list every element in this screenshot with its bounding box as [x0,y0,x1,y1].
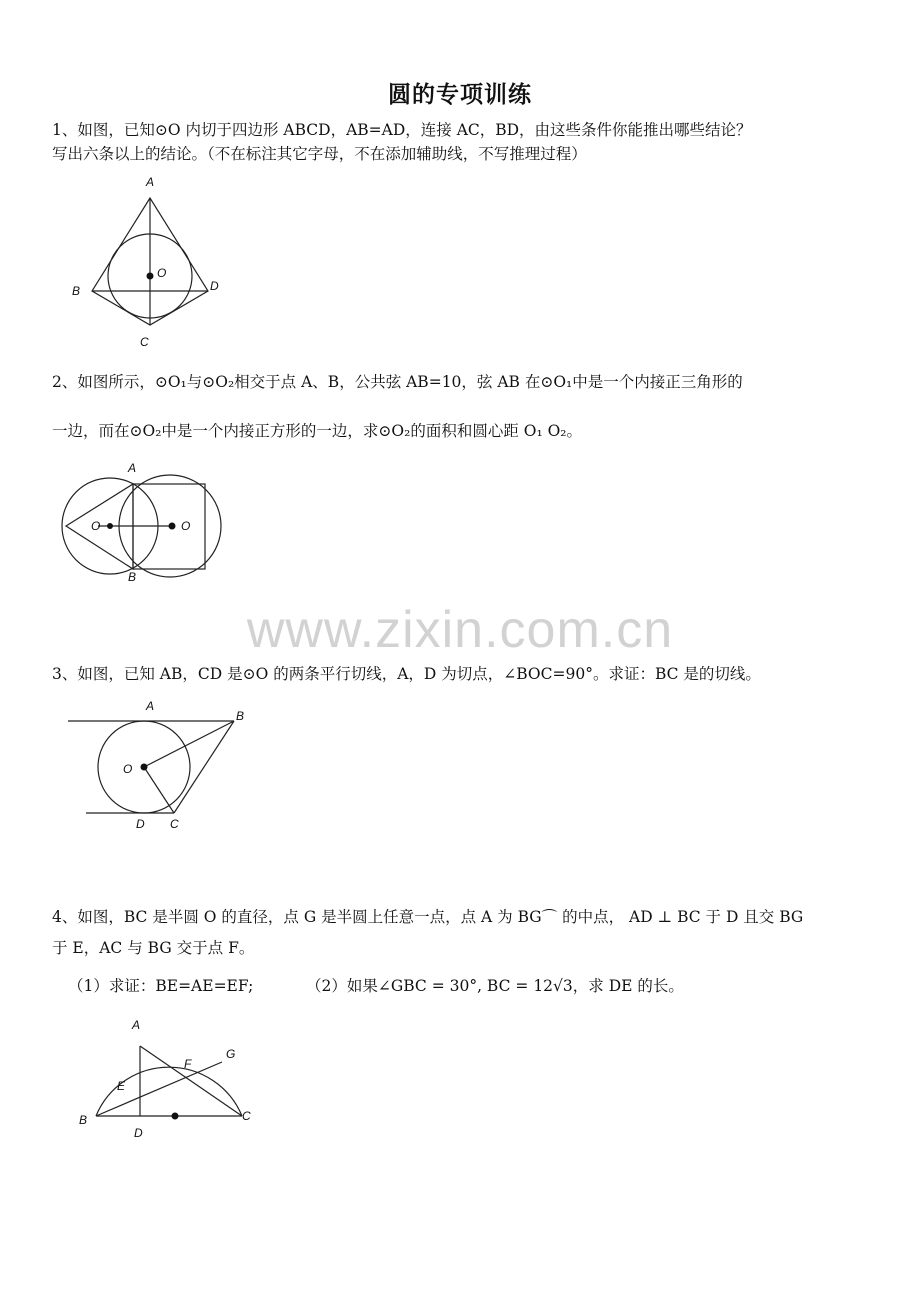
q2-figure [58,456,233,586]
q4-label-g: G [226,1047,236,1061]
q4-label-d: D [134,1126,143,1140]
q2-center-dot-o2 [169,523,176,530]
q3-label-b: B [236,709,245,723]
q4-label-c: C [242,1109,251,1123]
q4-text-line2: 于 E，AC 与 BG 交于点 F。 [52,939,255,957]
q1-text-line2: 写出六条以上的结论。（不在标注其它字母，不在添加辅助线，不写推理过程） [52,145,587,163]
q1-label-o: O [157,266,167,280]
q1-text-line1: 1、如图，已知⊙O 内切于四边形 ABCD，AB=AD，连接 AC，BD，由这些条件你能推出哪些结论？ [52,121,752,139]
q1-label-c: C [140,335,149,349]
q3-figure [56,694,261,834]
q4-part2: （2）如果∠GBC = 30°, BC = 12√3，求 DE 的长。 [306,977,684,995]
q1-label-a: A [146,175,155,189]
q2-text-line1: 2、如图所示，⊙O₁与⊙O₂相交于点 A、B，公共弦 AB=10，弦 AB 在⊙O₁中是一个内接正三角形的 [52,373,743,391]
q3-segment-oc [144,767,174,813]
page-title: 圆的专项训练 [388,81,532,108]
q2-label-o1: O [91,519,101,533]
q4-figure [72,1012,267,1147]
q2-center-dot-o1 [107,523,113,529]
q2-label-o2: O [181,519,191,533]
q4-text-line1: 4、如图，BC 是半圆 O 的直径，点 G 是半圆上任意一点，点 A 为 BG⌒ 的中点， AD ⊥ BC 于 D 且交 BG [52,908,804,926]
q3-label-d: D [136,817,145,831]
q1-figure [60,170,240,355]
q3-label-o: O [123,762,133,776]
q4-label-a: A [132,1018,141,1032]
q3-center-dot [141,764,148,771]
q1-label-b: B [72,284,81,298]
q4-part1: （1）求证：BE=AE=EF; [68,977,254,995]
q4-label-b: B [79,1113,88,1127]
watermark: www.zixin.com.cn [246,601,674,659]
q2-text-line2: 一边，而在⊙O₂中是一个内接正方形的一边，求⊙O₂的面积和圆心距 O₁ O₂。 [52,422,583,440]
q1-center-dot [147,273,154,280]
q3-text-line1: 3、如图，已知 AB，CD 是⊙O 的两条平行切线，A，D 为切点，∠BOC=90°。求证：BC 是的切线。 [52,665,761,683]
q3-label-c: C [170,817,179,831]
q2-label-a: A [128,461,137,475]
q1-label-d: D [210,279,219,293]
q3-label-a: A [146,699,155,713]
q4-label-e: E [117,1079,126,1093]
q3-segment-bc [174,721,234,813]
q4-center-dot [172,1113,179,1120]
q4-label-f: F [184,1057,192,1071]
q2-label-b: B [128,570,137,584]
